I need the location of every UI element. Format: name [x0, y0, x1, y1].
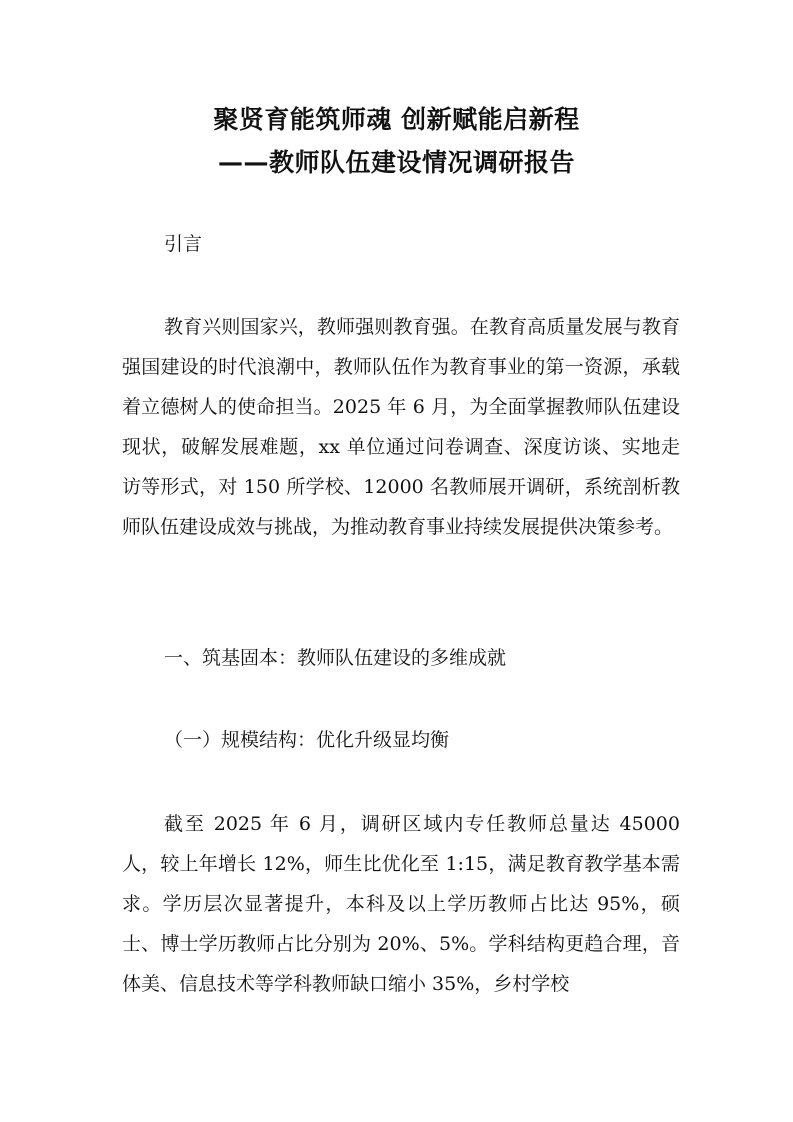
- document-title-line2: ——教师队伍建设情况调研报告: [217, 148, 575, 177]
- intro-label: 引言: [164, 233, 203, 255]
- subsection-heading: （一）规模结构：优化升级显均衡: [164, 729, 450, 751]
- section-heading: 一、筑基固本：教师队伍建设的多维成就: [164, 647, 507, 669]
- body-paragraph: 截至 2025 年 6 月，调研区域内专任教师总量达 45000 人，较上年增长 12%，师生比优化至 1:15，满足教育教学基本需求。学历层次显著提升，本科及以上学历教师占比达 95%，硕士、博士学历教师占比分别为 20%、5%。学科结构更趋合理，音体美、信息技术等学科教师缺口缩小 35%，乡村学校: [122, 813, 680, 995]
- intro-paragraph: 教育兴则国家兴，教师强则教育强。在教育高质量发展与教育强国建设的时代浪潮中，教师队伍作为教育事业的第一资源，承载着立德树人的使命担当。2025 年 6 月，为全面掌握教师队伍建设现状，破解发展难题，xx 单位通过问卷调查、深度访谈、实地走访等形式，对 150 所学校、12000 名教师展开调研，系统剖析教师队伍建设成效与挑战，为推动教育事业持续发展提供决策参考。: [122, 316, 680, 538]
- document-title-line1: 聚贤育能筑师魂 创新赋能启新程: [213, 105, 580, 134]
